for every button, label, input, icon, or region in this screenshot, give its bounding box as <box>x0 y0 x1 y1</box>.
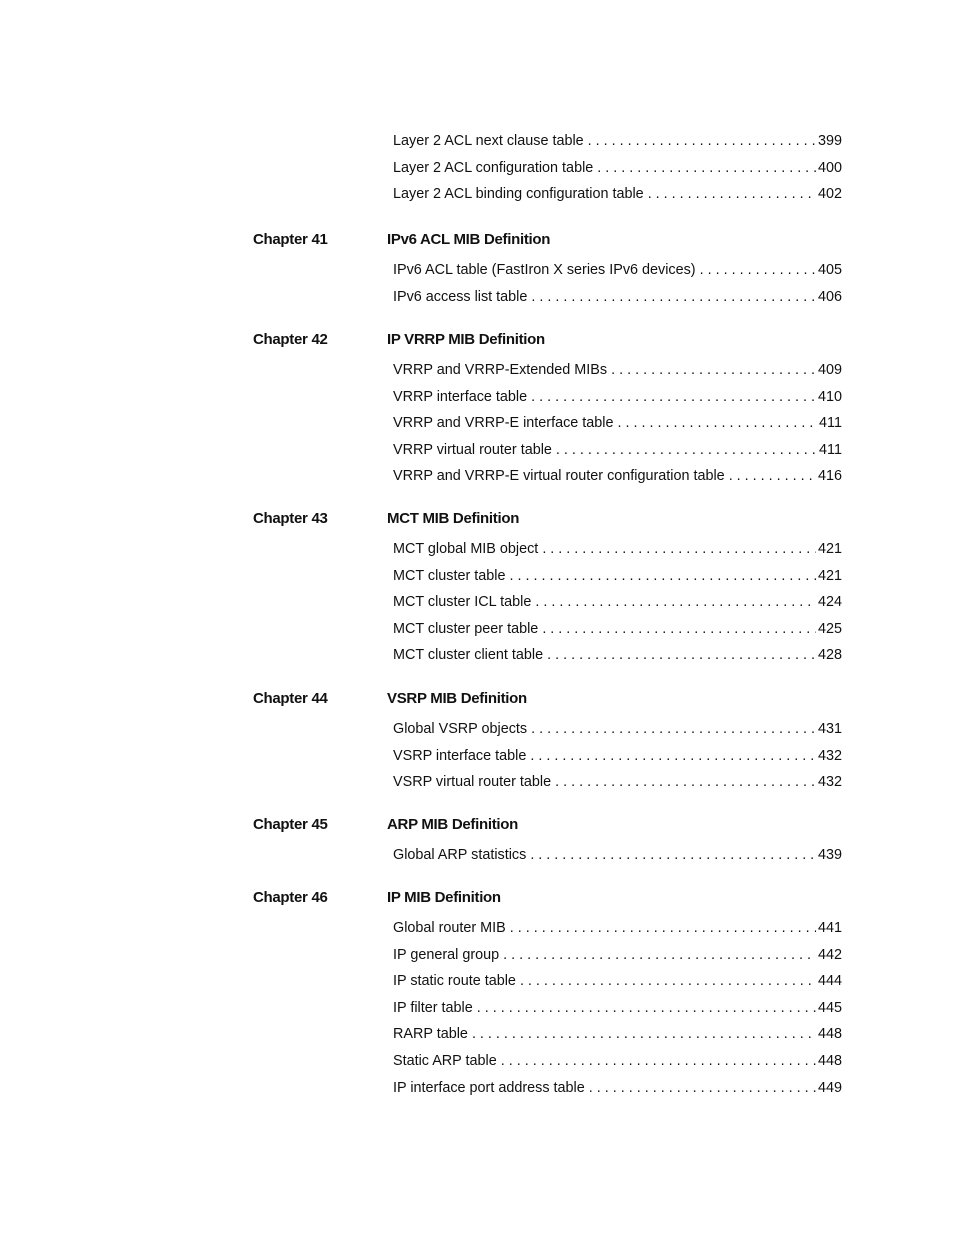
toc-entry-label: MCT cluster ICL table <box>393 593 535 611</box>
chapter-section <box>0 331 954 494</box>
chapter-section <box>0 231 954 314</box>
chapter-title[interactable]: VSRP MIB Definition <box>387 690 527 707</box>
toc-entry[interactable] <box>393 919 842 946</box>
dot-leader <box>531 388 816 406</box>
dot-leader <box>477 999 816 1017</box>
toc-entry-page-number: 442 <box>817 946 842 963</box>
chapter-entries <box>0 720 954 800</box>
toc-entry-page-number: 410 <box>817 388 842 405</box>
toc-entry-label: IP filter table <box>393 999 477 1017</box>
toc-entry[interactable] <box>393 773 842 800</box>
toc-entry[interactable] <box>393 132 842 159</box>
dot-leader <box>648 185 816 203</box>
toc-entry[interactable] <box>393 1052 842 1079</box>
toc-entry-page-number: 411 <box>819 441 842 458</box>
dot-leader <box>531 288 816 306</box>
dot-leader <box>542 540 816 558</box>
chapter-number: Chapter 41 <box>253 231 328 248</box>
toc-entry[interactable] <box>393 593 842 620</box>
toc-entry[interactable] <box>393 540 842 567</box>
dot-leader <box>588 132 816 150</box>
toc-entry[interactable] <box>393 999 842 1026</box>
toc-entry-page-number: 428 <box>817 647 842 664</box>
toc-entry-page-number: 411 <box>819 415 842 432</box>
toc-entry-label: VSRP interface table <box>393 747 530 765</box>
chapter-entries <box>0 361 954 494</box>
dot-leader <box>472 1025 816 1043</box>
toc-entry-label: Layer 2 ACL binding configuration table <box>393 185 648 203</box>
toc-entry[interactable] <box>393 388 842 415</box>
toc-entry-page-number: 402 <box>817 186 842 203</box>
toc-entry-label: MCT cluster client table <box>393 646 547 664</box>
chapter-section <box>0 889 954 1105</box>
chapter-number: Chapter 45 <box>253 816 328 833</box>
chapter-title[interactable]: IP VRRP MIB Definition <box>387 331 545 348</box>
toc-entry-label: VRRP interface table <box>393 388 531 406</box>
chapter-title[interactable]: MCT MIB Definition <box>387 510 520 527</box>
chapter-entries <box>0 846 954 873</box>
dot-leader <box>555 773 816 791</box>
toc-entry[interactable] <box>393 261 842 288</box>
toc-entry[interactable] <box>393 720 842 747</box>
chapter-number: Chapter 42 <box>253 331 328 348</box>
toc-entry-page-number: 449 <box>817 1079 842 1096</box>
dot-leader <box>597 159 816 177</box>
chapter-heading <box>0 690 954 720</box>
dot-leader <box>520 972 816 990</box>
chapter-number: Chapter 46 <box>253 889 328 906</box>
chapter-entries <box>0 261 954 314</box>
toc-entry[interactable] <box>393 846 842 873</box>
dot-leader <box>531 720 816 738</box>
toc-entry-page-number: 445 <box>817 999 842 1016</box>
chapter-heading <box>0 510 954 540</box>
chapter-entries <box>0 919 954 1105</box>
toc-entry[interactable] <box>393 1025 842 1052</box>
toc-entry-label: MCT cluster peer table <box>393 620 542 638</box>
dot-leader <box>589 1079 816 1097</box>
toc-entry-label: VRRP and VRRP-Extended MIBs <box>393 361 611 379</box>
toc-entry-label: VRRP virtual router table <box>393 441 556 459</box>
toc-entry[interactable] <box>393 646 842 673</box>
chapter-entries <box>0 540 954 673</box>
chapter-number: Chapter 44 <box>253 690 328 707</box>
toc-entry-label: VRRP and VRRP-E interface table <box>393 414 618 432</box>
toc-entry-page-number: 421 <box>817 567 842 584</box>
chapter-section <box>0 510 954 673</box>
dot-leader <box>503 946 816 964</box>
dot-leader <box>535 593 816 611</box>
toc-entry-label: RARP table <box>393 1025 472 1043</box>
chapter-section <box>0 690 954 800</box>
toc-entry-label: IP static route table <box>393 972 520 990</box>
toc-entry-page-number: 425 <box>817 620 842 637</box>
continued-entries <box>0 132 954 212</box>
dot-leader <box>729 467 816 485</box>
toc-entry-page-number: 399 <box>817 133 842 149</box>
toc-entry-label: Global VSRP objects <box>393 720 531 738</box>
toc-entry-page-number: 448 <box>817 1052 842 1069</box>
toc-entry-page-number: 424 <box>817 594 842 611</box>
dot-leader <box>700 261 816 279</box>
toc-entry-page-number: 432 <box>817 747 842 764</box>
toc-entry-page-number: 448 <box>817 1026 842 1043</box>
dot-leader <box>530 747 816 765</box>
dot-leader <box>542 620 816 638</box>
toc-entry-page-number: 439 <box>817 847 842 863</box>
chapter-section <box>0 816 954 873</box>
toc-entry-page-number: 405 <box>817 262 842 278</box>
toc-entry[interactable] <box>393 185 842 212</box>
chapter-number: Chapter 43 <box>253 510 328 527</box>
toc-entry[interactable] <box>393 946 842 973</box>
toc-entry-page-number: 406 <box>817 288 842 305</box>
toc-entry-page-number: 416 <box>817 468 842 485</box>
chapter-title[interactable]: IPv6 ACL MIB Definition <box>387 231 551 248</box>
chapter-heading <box>0 231 954 261</box>
toc-entry[interactable] <box>393 159 842 186</box>
toc-entry-label: IPv6 access list table <box>393 288 531 306</box>
toc-entry[interactable] <box>393 361 842 388</box>
toc-entry-page-number: 431 <box>817 721 842 737</box>
toc-entry[interactable] <box>393 972 842 999</box>
dot-leader <box>510 919 816 937</box>
toc-entry-label: IP interface port address table <box>393 1079 589 1097</box>
toc-entry-page-number: 409 <box>817 362 842 378</box>
toc-entry-page-number: 421 <box>817 541 842 557</box>
toc-entry[interactable] <box>393 467 842 494</box>
toc-entry-label: Static ARP table <box>393 1052 501 1070</box>
toc-entry-label: VSRP virtual router table <box>393 773 555 791</box>
dot-leader <box>510 567 816 585</box>
chapter-heading <box>0 816 954 846</box>
toc-entry-label: MCT global MIB object <box>393 540 542 558</box>
dot-leader <box>530 846 816 864</box>
toc-entry-label: Layer 2 ACL next clause table <box>393 132 588 150</box>
toc-entry[interactable] <box>393 1079 842 1106</box>
toc-entry[interactable] <box>393 288 842 315</box>
toc-entry-label: IP general group <box>393 946 503 964</box>
chapter-heading <box>0 331 954 361</box>
toc-entry-label: Global router MIB <box>393 919 510 937</box>
dot-leader <box>556 441 817 459</box>
toc-entry-label: IPv6 ACL table (FastIron X series IPv6 devices) <box>393 261 700 279</box>
toc-entry-page-number: 400 <box>817 159 842 176</box>
toc-entry-page-number: 444 <box>817 973 842 990</box>
toc-entry-label: VRRP and VRRP-E virtual router configuration table <box>393 467 729 485</box>
toc-entry-label: MCT cluster table <box>393 567 510 585</box>
toc-entry-page-number: 441 <box>817 920 842 936</box>
toc-entry-page-number: 432 <box>817 774 842 791</box>
dot-leader <box>501 1052 816 1070</box>
chapter-title[interactable]: ARP MIB Definition <box>387 816 518 833</box>
toc-entry-label: Global ARP statistics <box>393 846 530 864</box>
toc-entry[interactable] <box>393 441 842 468</box>
toc-entry[interactable] <box>393 620 842 647</box>
toc-entry[interactable] <box>393 567 842 594</box>
chapter-heading <box>0 889 954 919</box>
toc-entry-label: Layer 2 ACL configuration table <box>393 159 597 177</box>
dot-leader <box>611 361 816 379</box>
dot-leader <box>618 414 818 432</box>
chapter-title[interactable]: IP MIB Definition <box>387 889 501 906</box>
toc-entry[interactable] <box>393 414 842 441</box>
dot-leader <box>547 646 816 664</box>
toc-entry[interactable] <box>393 747 842 774</box>
